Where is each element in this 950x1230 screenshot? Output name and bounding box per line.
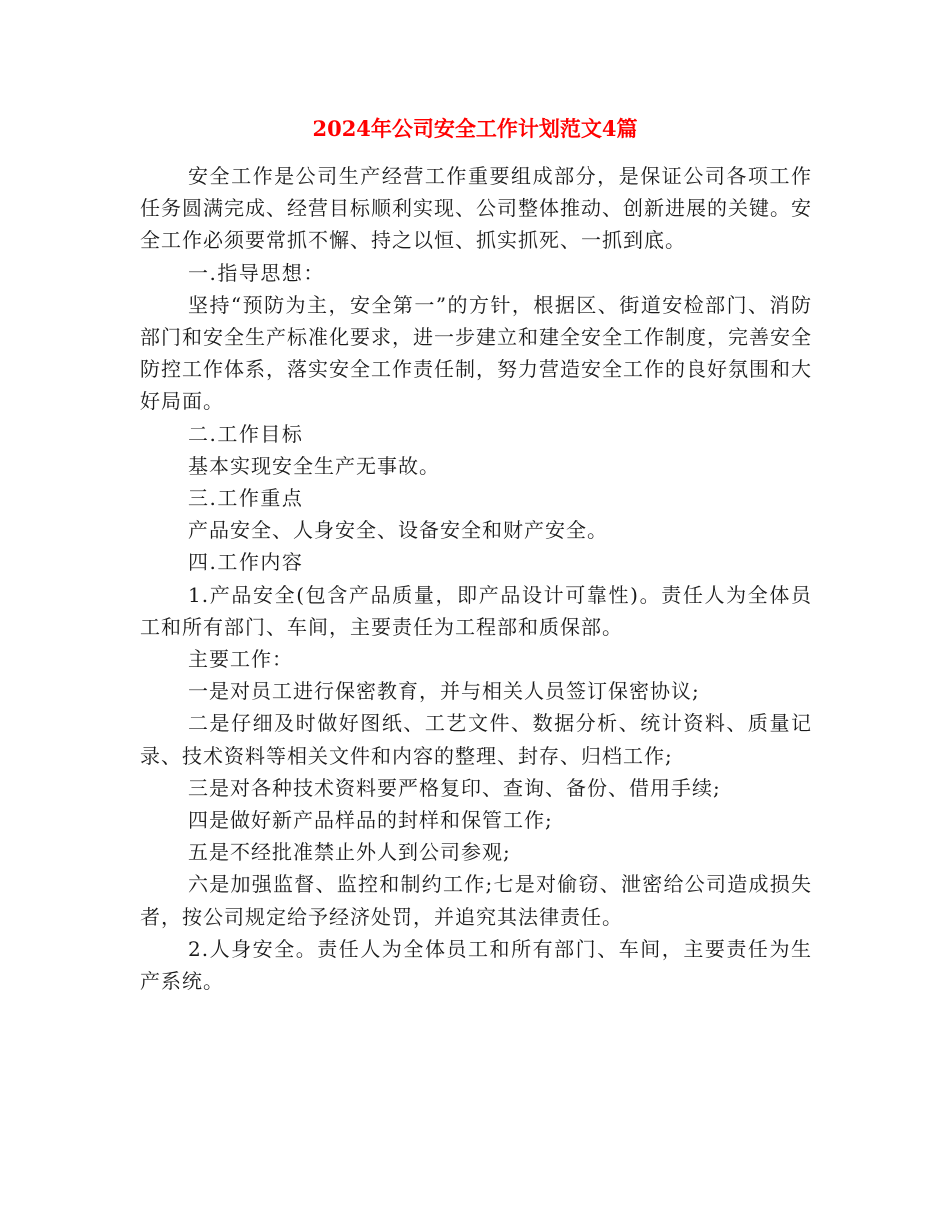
document-title: 2024年公司安全工作计划范文4篇	[312, 116, 638, 141]
list-item-confidentiality-education: 一是对员工进行保密教育，并与相关人员签订保密协议;	[188, 679, 700, 704]
section-heading-work-content: 四.工作内容	[188, 550, 304, 575]
section-heading-work-focus: 三.工作重点	[188, 486, 304, 511]
paragraph-product-safety: 1.产品安全(包含产品质量，即产品设计可靠性)。责任人为全体员工和所有部门、车间，主要责任为工程部和质保部。	[140, 582, 812, 639]
list-item-sample-storage: 四是做好新产品样品的封样和保管工作;	[188, 808, 553, 833]
list-item-technical-data-procedures: 三是对各种技术资料要严格复印、查询、备份、借用手续;	[188, 775, 721, 800]
paragraph-main-work-label: 主要工作：	[188, 647, 293, 672]
section-heading-work-goal: 二.工作目标	[188, 421, 304, 446]
document-body	[140, 160, 812, 997]
section-heading-guiding-ideology: 一.指导思想：	[188, 260, 325, 285]
paragraph-work-focus: 产品安全、人身安全、设备安全和财产安全。	[188, 518, 608, 543]
list-item-visitor-restriction: 五是不经批准禁止外人到公司参观;	[188, 840, 511, 865]
paragraph-intro: 安全工作是公司生产经营工作重要组成部分，是保证公司各项工作任务圆满完成、经营目标顺利实现、公司整体推动、创新进展的关键。安全工作必须要常抓不懈、持之以恒、抓实抓死、一抓到底。	[140, 164, 812, 253]
list-item-supervision-and-penalty: 六是加强监督、监控和制约工作;七是对偷窃、泄密给公司造成损失者，按公司规定给予经济处罚，并追究其法律责任。	[140, 872, 812, 929]
paragraph-work-goal: 基本实现安全生产无事故。	[188, 453, 440, 478]
paragraph-guiding-ideology: 坚持“预防为主，安全第一”的方针，根据区、街道安检部门、消防部门和安全生产标准化要求，进一步建立和建全安全工作制度，完善安全防控工作体系，落实安全工作责任制，努力营造安全工作的良好氛围和大好局面。	[140, 292, 812, 414]
list-item-document-archiving: 二是仔细及时做好图纸、工艺文件、数据分析、统计资料、质量记录、技术资料等相关文件和内容的整理、封存、归档工作;	[140, 711, 812, 768]
paragraph-personal-safety: 2.人身安全。责任人为全体员工和所有部门、车间，主要责任为生产系统。	[140, 936, 812, 994]
